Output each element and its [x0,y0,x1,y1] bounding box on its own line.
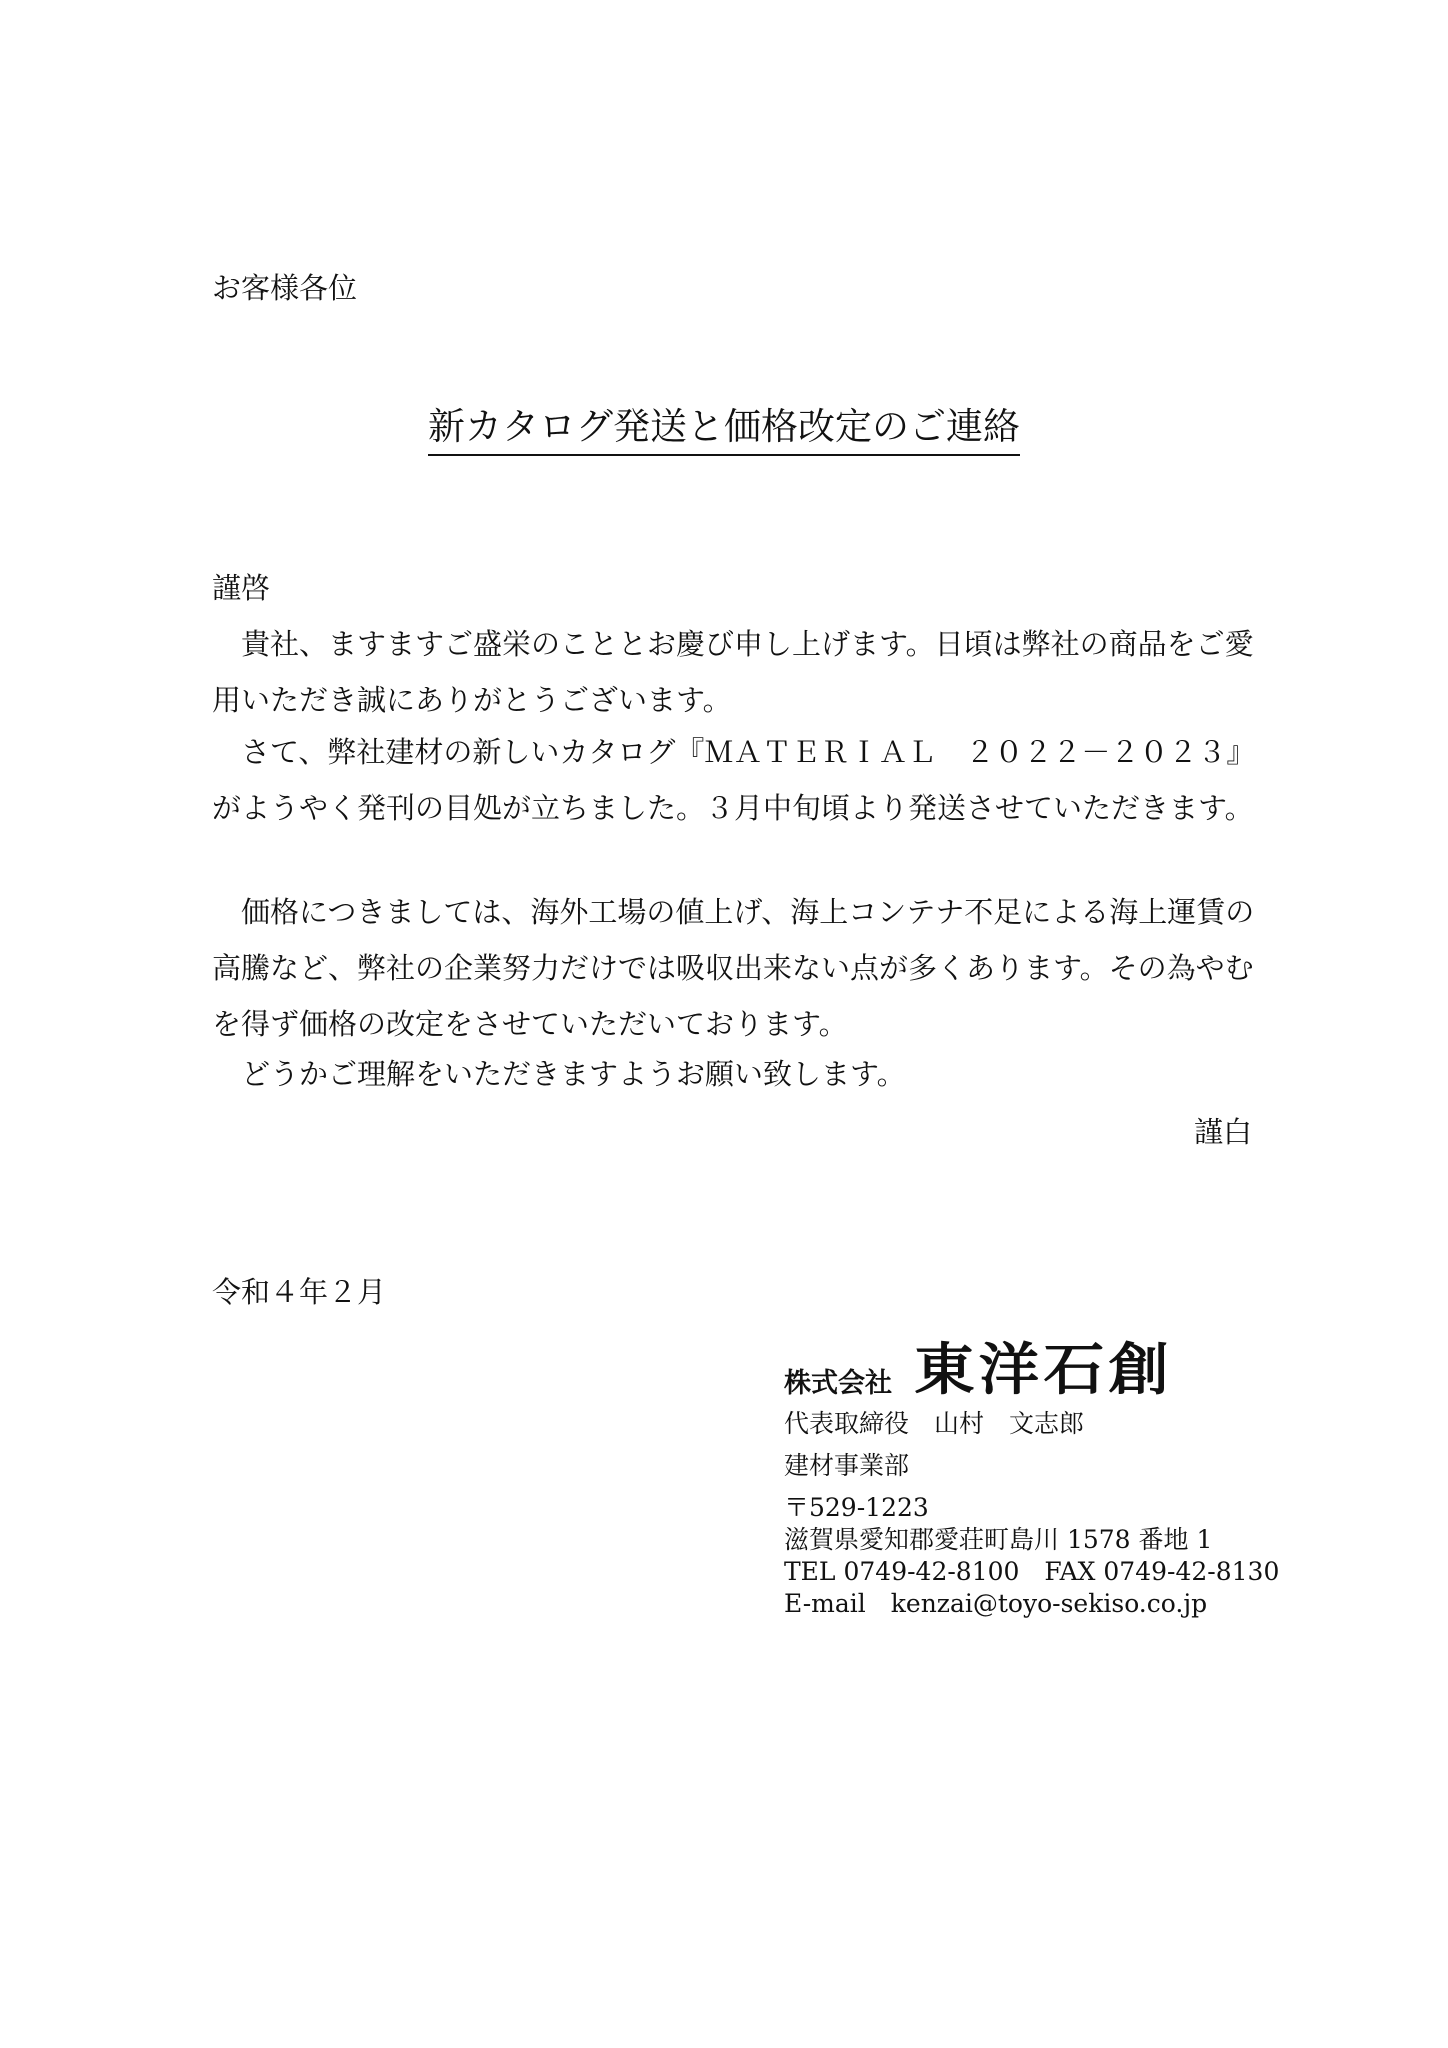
company-prefix: 株式会社 [784,1368,892,1399]
letter-title [0,396,1448,450]
letter-date: 令和４年２月 [212,1275,387,1309]
paragraph-line: を得ず価格の改定をさせていただいております。 [212,1007,848,1041]
phone-fax: TEL 0749-42-8100 FAX 0749-42-8130 [784,1557,1280,1586]
addressee: お客様各位 [212,271,358,305]
salutation: 謹啓 [212,571,271,605]
letter-title-text: 新カタログ発送と価格改定のご連絡 [428,405,1020,456]
company-name: 東洋石創 [914,1338,1174,1403]
paragraph-line: 高騰など、弊社の企業努力だけでは吸収出来ない点が多くあります。その為やむ [212,951,1254,985]
paragraph-line: どうかご理解をいただきますようお願い致します。 [241,1057,906,1091]
paragraph-line: 貴社、ますますご盛栄のこととお慶び申し上げます。日頃は弊社の商品をご愛 [241,627,1254,661]
department: 建材事業部 [784,1451,910,1480]
paragraph-line: 用いただき誠にありがとうございます。 [212,683,732,717]
paragraph-line: さて、弊社建材の新しいカタログ『ＭＡＴＥＲＩＡＬ ２０２２－２０２３』 [241,735,1256,769]
paragraph-line: 価格につきましては、海外工場の値上げ、海上コンテナ不足による海上運賃の [241,895,1255,929]
representative: 代表取締役 山村 文志郎 [784,1409,1085,1438]
email-address: E-mail kenzai@toyo-sekiso.co.jp [784,1589,1208,1618]
company-logo [784,1326,1174,1406]
address: 滋賀県愛知郡愛荘町島川 1578 番地 1 [784,1525,1213,1554]
postal-code: 〒529-1223 [784,1493,929,1522]
closing: 謹白 [1193,1115,1252,1149]
paragraph-line: がようやく発刊の目処が立ちました。３月中旬頃より発送させていただきます。 [212,791,1254,825]
